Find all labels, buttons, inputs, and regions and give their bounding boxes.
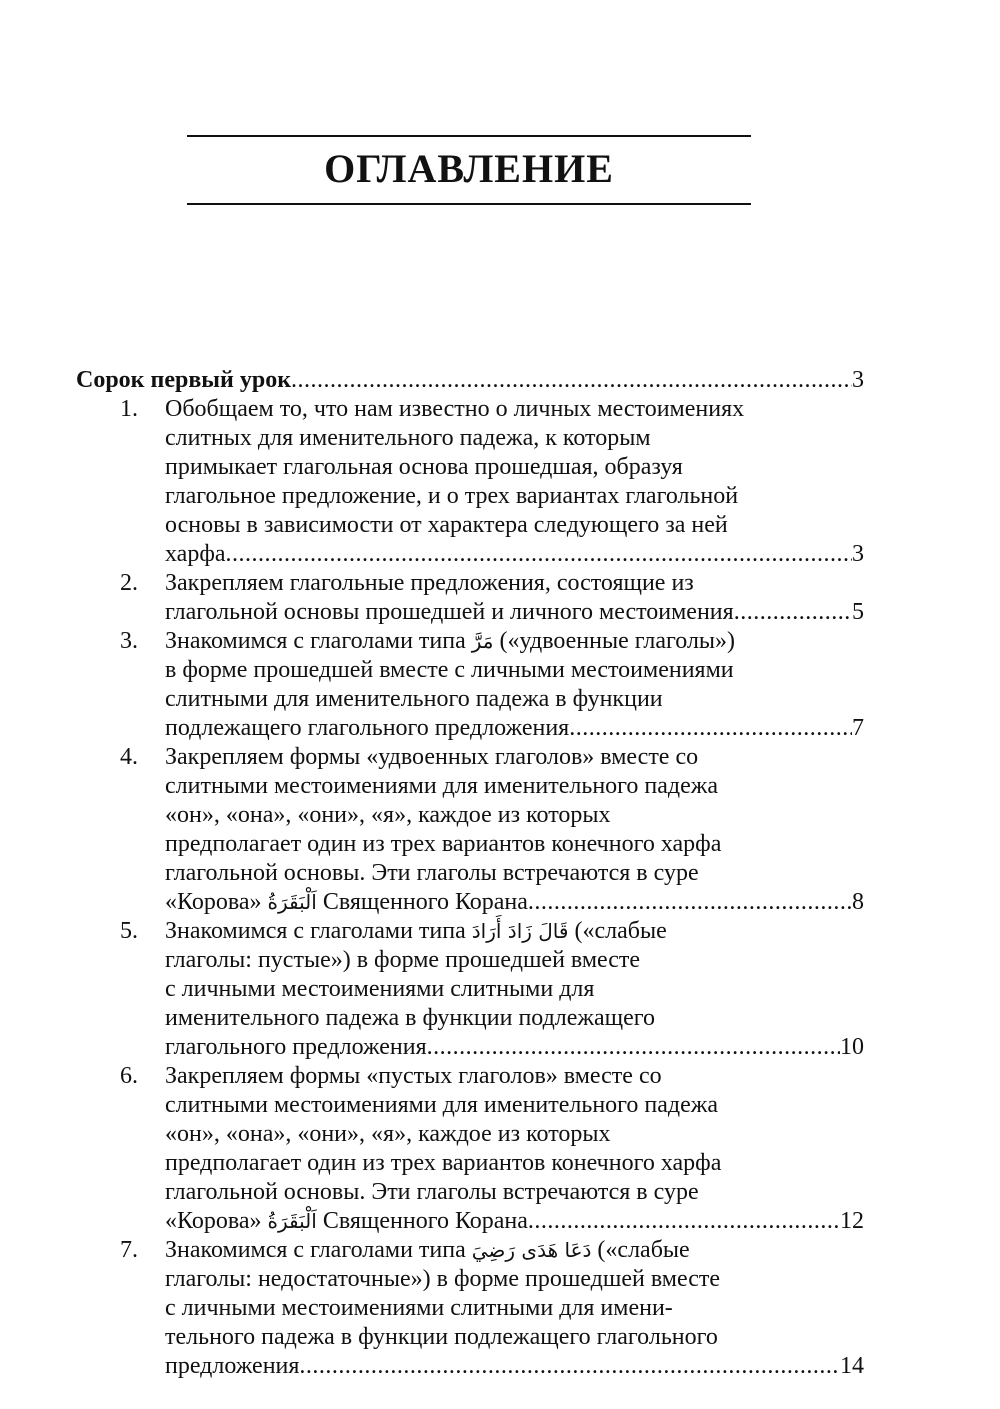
entry-text-line: подлежащего глагольного предложения	[165, 715, 570, 741]
section-page-number: 3	[852, 367, 864, 393]
entry-last-line	[165, 540, 864, 569]
toc-entry-1[interactable]	[76, 395, 864, 569]
entry-first-line	[165, 1236, 864, 1265]
arabic-term: مَرَّ	[471, 629, 494, 653]
entry-text-fragment: («слабые	[597, 1237, 690, 1263]
entry-page-number: 3	[852, 541, 864, 567]
entry-text-line: Закрепляем формы «пустых глаголов» вместе со	[165, 1063, 662, 1089]
entry-text-line: харфа	[165, 541, 226, 567]
title-rule-bottom	[187, 203, 751, 205]
toc-entry-2[interactable]	[76, 569, 864, 627]
entry-text-line: глагольное предложение, и о трех вариантах глагольной	[165, 483, 739, 509]
entry-text-line: именительного падежа в функции подлежащего	[165, 1005, 656, 1031]
entry-last-line	[165, 888, 864, 917]
entry-text-line: в форме прошедшей вместе с личными местоимениями	[165, 657, 734, 683]
entry-text-line: «он», «она», «они», «я», каждое из которых	[165, 802, 611, 828]
section-title: Сорок первый урок	[76, 367, 292, 393]
table-of-contents	[76, 366, 864, 1381]
entry-text-fragment: Священного Корана	[322, 1208, 528, 1234]
entry-number: 4.	[120, 744, 138, 770]
entry-text-line: слитными местоимениями для именительного падежа	[165, 773, 719, 799]
entry-last-line	[165, 1352, 864, 1381]
dot-leader	[226, 540, 852, 569]
dot-leader	[427, 1033, 840, 1062]
entry-last-line	[165, 598, 864, 627]
entry-text-fragment: «Корова»	[165, 889, 262, 915]
dot-leader	[569, 714, 852, 743]
entry-last-line	[165, 1207, 864, 1236]
entry-page-number: 7	[852, 715, 864, 741]
entry-text-fragment: Знакомимся с глаголами типа	[165, 1237, 466, 1263]
dot-leader	[299, 1352, 840, 1381]
entry-text-line: глагольной основы. Эти глаголы встречаются в суре	[165, 1179, 699, 1205]
dot-leader	[291, 366, 852, 395]
entry-page-number: 5	[852, 599, 864, 625]
entry-text-line: Обобщаем то, что нам известно о личных местоимениях	[165, 396, 745, 422]
entry-text-line: Закрепляем формы «удвоенных глаголов» вместе со	[165, 744, 699, 770]
dot-leader	[528, 888, 852, 917]
toc-entry-5[interactable]	[76, 917, 864, 1062]
entry-last-line	[165, 714, 864, 743]
entry-text-line: слитными местоимениями для именительного падежа	[165, 1092, 719, 1118]
entry-text-fragment: «Корова»	[165, 1208, 262, 1234]
entry-text-line: предполагает один из трех вариантов конечного харфа	[165, 1150, 722, 1176]
arabic-term: دَعَا هَدَى رَضِيَ	[471, 1238, 592, 1262]
entry-number: 3.	[120, 628, 138, 654]
toc-entry-4[interactable]	[76, 743, 864, 917]
entry-text-line: Закрепляем глагольные предложения, состоящие из	[165, 570, 694, 596]
title-rule-top	[187, 135, 751, 137]
entry-text-line: глагольной основы. Эти глаголы встречаются в суре	[165, 860, 699, 886]
arabic-term: اَلْبَقَرَةُ	[267, 1209, 317, 1233]
entry-text-line: слитными для именительного падежа в функции	[165, 686, 663, 712]
entry-text-line: с личными местоимениями слитными для имени-	[165, 1295, 673, 1321]
entry-number: 1.	[120, 396, 138, 422]
entry-text-line: основы в зависимости от характера следующего за ней	[165, 512, 728, 538]
entry-number: 2.	[120, 570, 138, 596]
entry-page-number: 10	[840, 1034, 864, 1060]
entry-first-line	[165, 917, 864, 946]
toc-entry-3[interactable]	[76, 627, 864, 743]
entry-text-line: глаголы: пустые») в форме прошедшей вместе	[165, 947, 641, 973]
entry-page-number: 14	[840, 1353, 864, 1379]
entry-text-line: «он», «она», «они», «я», каждое из которых	[165, 1121, 611, 1147]
entry-text-fragment: Знакомимся с глаголами типа	[165, 628, 466, 654]
entry-text-line	[165, 1207, 528, 1236]
toc-entry-7[interactable]	[76, 1236, 864, 1381]
entry-text-line: предполагает один из трех вариантов конечного харфа	[165, 831, 722, 857]
entry-page-number: 12	[840, 1208, 864, 1234]
entry-number: 5.	[120, 918, 138, 944]
entry-text-line: глаголы: недостаточные») в форме прошедшей вместе	[165, 1266, 720, 1292]
entry-text-line: глагольного предложения	[165, 1034, 427, 1060]
entry-text-fragment: («удвоенные глаголы»)	[499, 628, 736, 654]
entry-text-line: примыкает глагольная основа прошедшая, образуя	[165, 454, 683, 480]
dot-leader	[528, 1207, 840, 1236]
entry-text-fragment: («слабые	[574, 918, 667, 944]
entry-first-line	[165, 627, 864, 656]
entry-text-line	[165, 888, 528, 917]
page-title: ОГЛАВЛЕНИЕ	[324, 146, 614, 191]
entry-last-line	[165, 1033, 864, 1062]
entry-text-line: тельного падежа в функции подлежащего глагольного	[165, 1324, 718, 1350]
toc-section-lesson-41[interactable]	[76, 366, 864, 395]
dot-leader	[734, 598, 852, 627]
arabic-term: اَلْبَقَرَةُ	[267, 890, 317, 914]
toc-entry-6[interactable]	[76, 1062, 864, 1236]
entry-text-line: с личными местоимениями слитными для	[165, 976, 595, 1002]
arabic-term: قَالَ زَادَ أَرَادَ	[471, 919, 569, 943]
entry-number: 6.	[120, 1063, 138, 1089]
entry-number: 7.	[120, 1237, 138, 1263]
entry-text-fragment: Священного Корана	[322, 889, 528, 915]
entry-text-line: слитных для именительного падежа, к которым	[165, 425, 651, 451]
entry-text-line: предложения	[165, 1353, 300, 1379]
entry-text-fragment: Знакомимся с глаголами типа	[165, 918, 466, 944]
entry-page-number: 8	[852, 889, 864, 915]
entry-text-line: глагольной основы прошедшей и личного местоимения	[165, 599, 734, 625]
